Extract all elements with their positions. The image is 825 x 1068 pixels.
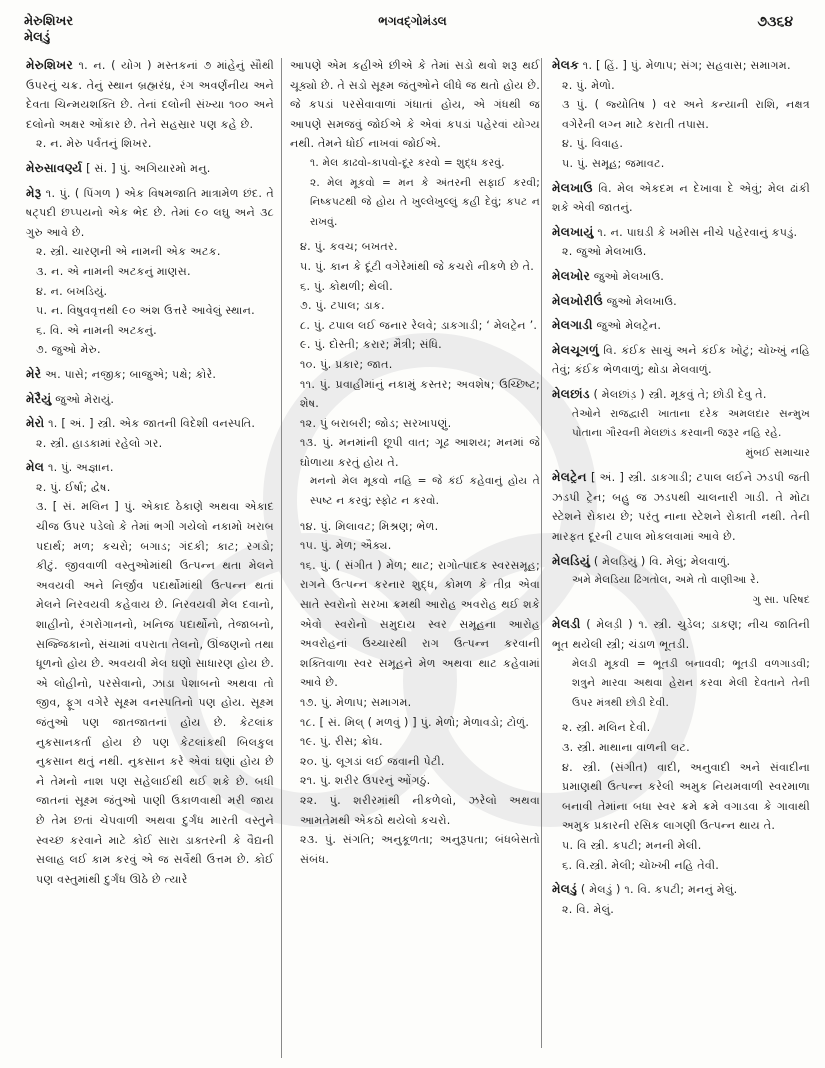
sub-sense: ૧૮. [ સં. મિલ્ ( મળવું ) ] પું. મેળો; મેળાવડો; ટોળું. — [300, 715, 530, 729]
usage-example: તેઓને રાજદ્વારી ખાતાના દરેક અમલદાર સન્મુખ પોતાના ગૌરવની મેલછાંડ કરવાની જરૂર નહિ રહે. — [572, 407, 810, 440]
sub-sense: ૨૦. પું. લૂગડાં લઈ જવાની પેટી. — [300, 754, 445, 768]
definition-text: ૧. [ અં. ] સ્ત્રી. એક જાતની વિદેશી વનસ્પતિ. — [48, 417, 256, 431]
usage-example: મનનો મેલ મૂકવો નહિ = જે કંઈ કહેવાનું હોય તે સ્પષ્ટ ન કરવું; સ્ફોટ ન કરવો. — [310, 475, 540, 508]
definition-text: જુઓ મેલટ્રેન. — [596, 319, 662, 333]
dictionary-entry — [26, 159, 274, 179]
dictionary-entry — [552, 292, 810, 312]
citation-source: મુંબઈ સમાચાર — [745, 446, 810, 459]
headword: મેલ — [26, 460, 45, 475]
dictionary-entry — [26, 56, 274, 154]
entry-definition — [552, 56, 810, 76]
sub-sense: ૨. સ્ત્રી. હાડકામાં રહેલો ગર. — [36, 436, 163, 450]
page-number: ૭૩૬૪ — [757, 14, 793, 30]
definition-text: વિ. મેલ એકદમ ન દેખાવા દે એવું; મેલ ઢાંકી શકે એવી જાતનું. — [552, 181, 810, 215]
sub-sense: ૨. જુઓ મેલખાઉ. — [562, 245, 647, 259]
entry-definition — [552, 880, 810, 900]
headword: મેલડું — [552, 882, 578, 897]
sub-sense: ૫. પું. કાન કે દૂંટી વગેરેમાંથી જે કચરો નીકળે છે તે. — [300, 259, 535, 273]
sub-sense: ૨૧. પું. શરીર ઉપરનું ઓંગઠું. — [300, 774, 431, 788]
sub-sense: ૨. સ્ત્રી. ચારણની એ નામની એક અટક. — [36, 245, 221, 259]
definition-text: ( મેલડ઼ું ) ૧. વિ. કપટી; મનનું મેલું. — [580, 883, 738, 897]
sub-sense: ૬. પું. કોથળી; થેલી. — [300, 279, 393, 293]
entry-definition — [552, 615, 810, 654]
definition-text: વિ. કંઈક સાચું અને કંઈક ખોટું; ચોખ્ખું નહિ તેવું; કંઈક ભેળવાળું; થોડા મેલવાળું. — [552, 343, 810, 377]
sub-sense: ૯. પું. દોસ્તી; કરાર; મૈત્રી; સંધિ. — [300, 338, 442, 352]
dictionary-entry — [552, 552, 810, 611]
headword: મેલક — [552, 58, 580, 72]
dictionary-entry — [290, 237, 540, 511]
sub-sense: ૩ પું. ( જ્યોતિષ ) વર અને કન્યાની રાશિ, નક્ષત્ર વગેરેની લગ્ન માટે કરાતી તપાસ. — [562, 98, 810, 131]
sub-sense: ૮. પું. ટપાલ લઈ જનાર રેલવે; ડાકગાડી; ‘ મેલટ્રેન ’. — [300, 318, 538, 332]
definition-text: જુઓ મેલખાઉ. — [606, 294, 677, 308]
column-2 — [290, 56, 540, 874]
sub-sense: ૬. વિ. એ નામની અટકનું. — [36, 323, 157, 337]
dictionary-entry — [552, 316, 810, 336]
headword: મેલડિયું — [552, 553, 591, 568]
dictionary-entry — [26, 365, 274, 385]
sub-sense: ૫. પું. સમૂહ; જમાવટ. — [562, 156, 665, 170]
entry-definition — [552, 552, 810, 572]
definition-text: ( મેલડ઼ી ) ૧. સ્ત્રી. ચુડેલ; ડાકણ; નીચ જાતિની ભૂત થયેલી સ્ત્રી; ચંડાળ ભૂતડી. — [552, 618, 810, 652]
dictionary-entry — [552, 223, 810, 262]
citation-source: ગુ સા. પરિષદ — [752, 593, 810, 606]
headword: મેરુશિખર — [26, 58, 74, 72]
dictionary-entry — [552, 615, 810, 713]
sub-sense: ૭. જુઓ મેરુ. — [36, 343, 101, 357]
column-3 — [552, 56, 810, 924]
headword: મેરૈયું — [26, 391, 52, 406]
headword: મેલટ્રેન — [552, 470, 587, 485]
definition-text: [ અં. ] સ્ત્રી. ડાકગાડી; ટપાલ લઈને ઝડપી જતી ઝડપી ટ્રેન; બહુ જ ઝડપથી ચાલનારી ગાડી. તે મોટા સ્ટેશને રોકાય છે; પરંતુ નાના સ્ટેશને રોકાતી નથી. તેની મારફત દૂરની ટપાલ મોકલવામાં આવે છે. — [552, 471, 810, 544]
dictionary-entry — [552, 341, 810, 380]
entry-definition — [290, 56, 540, 154]
dictionary-entry — [552, 718, 810, 875]
book-title: ભગવદ્ગોમંડલ — [378, 14, 447, 28]
headword: મેલખોરીઉં — [552, 293, 603, 308]
headword: મેલખાઉ — [552, 180, 593, 195]
definition-text: ૧. [ હિં. ] પું. મેળાપ; સંગ; સહવાસ; સમાગમ. — [582, 59, 791, 72]
entry-definition — [26, 414, 274, 434]
headword: મેલખાયું — [552, 224, 594, 239]
definition-text: ( મેલછાંડ઼ ) સ્ત્રી. મૂકવું તે; છોડી દેવુ તે. — [593, 387, 767, 401]
headword: મેલખોર — [552, 268, 590, 283]
sub-sense: ૧૨. પું બરાબરી; જોડ; સરખાપણું. — [300, 416, 452, 430]
sub-sense: ૧૯. પું. રીસ; ક્રોધ. — [300, 735, 383, 749]
sub-sense: ૭. પું. ટપાલ; ડાક. — [300, 299, 385, 313]
entry-definition — [26, 159, 274, 179]
entry-definition — [552, 316, 810, 336]
entry-definition — [26, 390, 274, 410]
dictionary-entry — [26, 390, 274, 410]
entry-definition — [552, 223, 810, 243]
sub-sense: ૩. [ સં. મલિન ] પું. એકાદ ઠેકાણે અથવા એકાદ ચીજ ઉપર પડેલો કે તેમાં ભગી ગયેલો નકામો ખરાબ પદાર્થ; મળ; કચરો; બગાડ; ગંદકી; કાટ; રગડો; કીટું. જીવવાળી વસ્તુઓમાંથી ઉત્પન્ન થતા મેલને અવયવી અને નિર્જીવ પદાર્થોમાંથી ઉત્પન્ન થતાં મેલને નિરવયવી કહેવાય છે. નિરવયવી મેલ દવાનો, શાહીનો, રંગરોગાનનો, ખનિજ પદાર્થોનો, તેજાબનો, સજ્જિકાનો, સંચામાં વપરાતા તેલનો, ઊંજણનો તથા ધૂળનો હોય છે. અવયવી મેલ ઘણો સાધારણ હોય છે. એ લોહીનો, પરસેવાનો, ઝાડા પેશાબનો અથવા તો જીવ, ફૂગ વગેરે સૂક્ષ્મ વનસ્પતિનો પણ હોય. સૂક્ષ્મ જંતુઓ પણ જાતજાતનાં હોય છે. કેટલાંક નુકસાનકર્તા હોય છે પણ કેટલાંકથી બિલકુલ નુકસાન થતું નથી. નુકસાન કરે એવાં ઘણાં હોય છે ને તેમનો નાશ પણ સહેલાઈથી થઈ શકે છે. બધી જાતનાં સૂક્ષ્મ જંતુઓ પાણી ઉકાળવાથી મરી જાય છે તેમ છતાં ચેપવાળી અથવા દુર્ગંધ મારતી વસ્તુને સ્વચ્છ કરવાને માટે કોઈ સારા ડાક્તરની કે વૈદ્યની સલાહ લઈ કામ કરવું એ જ સર્વેથી ઉત્તમ છે. કોઈ પણ વસ્તુમાંથી દુર્ગંધ ઊઠે છે ત્યારે — [36, 500, 274, 886]
entry-definition — [26, 458, 274, 478]
entry-definition — [552, 292, 810, 312]
entry-definition — [552, 341, 810, 380]
headword: મેરો — [26, 416, 45, 431]
dictionary-entry — [26, 458, 274, 889]
definition-text: ( મેલડ઼િયું ) વિ. મેલું; મેલવાળું. — [593, 554, 731, 568]
definition-text: જુઓ મેલખાઉ. — [593, 269, 665, 283]
guide-word-last: મેલડું — [24, 30, 51, 45]
entry-definition — [26, 365, 274, 385]
sub-sense: ૧૬. પું. ( સંગીત ) મેળ; થાટ; રાગોત્પાદક સ્વરસમૂહ; રાગને ઉત્પન્ન કરનાર શુદ્ધ, કોમળ કે તીવ્ર એવા સાતે સ્વરોનો સરખા ક્રમથી આરોહ અવરોહ થઈ શકે એવો સ્વરોનો સમુદાય સ્વર સમૂહના આરોહ અવરોહનાં ઉચ્ચારથી રાગ ઉત્પન્ન કરવાની શક્તિવાળા સ્વર સમૂહને મેળ અથવા થાટ કહેવામાં આવે છે. — [300, 558, 540, 690]
sub-sense: ૨. પું. ઈર્ષા; દ્વેષ. — [36, 480, 111, 494]
headword: મેરુસાવર્ણ્ય — [26, 160, 83, 175]
entry-definition — [552, 267, 810, 287]
usage-example: ૧. મેલ કાઢવો-કાપવો-દૂર કરવો = શુદ્ધ કરવું. — [310, 156, 505, 169]
sub-sense: ૧૫. પું. મેળ; ઐક્ય. — [300, 539, 392, 553]
definition-text: ૧. ન. ( યોગ ) મસ્તકનાં ૭ માંહેનું સૌથી ઉપરનું ચક્ર. તેનું સ્થાન બ્રહ્મરંધ્ર, રંગ અવર્ણનીય અને દેવતા ચિન્મયશક્તિ છે. તેનાં દલોની સંખ્યા ૧૦૦ અને દલોનો અક્ષર ઓંકાર છે. તેને સહસ્રાર પણ કહે છે. — [26, 59, 274, 131]
definition-text: [ સં. ] પું. અગિયારમો મનુ. — [86, 161, 211, 175]
sub-sense: ૧૪. પું. મિલાવટ; મિશ્રણ; ભેળ. — [300, 519, 439, 533]
entry-definition — [26, 56, 274, 134]
sub-sense: ૪. ન. બખડિયું. — [36, 284, 108, 298]
sub-sense: ૨. સ્ત્રી. મલિન દેવી. — [562, 721, 651, 735]
definition-text: જુઓ મેરાયું. — [55, 392, 115, 406]
definition-text: ૧. ન. પાઘડી કે ખમીસ નીચે પહેરવાનું કપડું. — [597, 225, 798, 239]
headword: મેલડી — [552, 617, 581, 632]
sub-sense: ૪. પું. વિવાહ. — [562, 137, 624, 151]
usage-example: મેલડી મૂકવી = ભૂતડી બનાવવી; ભૂતડી વળગાડવી; શત્રુને મારવા અથવા હેરાન કરવા મેલી દેવતાને તેની ઉપર મંત્રથી છોડી દેવી. — [572, 657, 810, 709]
guide-word-first: મેરુશિખર — [24, 14, 74, 29]
sub-sense: ૨૨. પું. શરીરમાંથી નીકળેલો, ઝરેલો અથવા આમતેમથી એકઠો થયેલો કચરો. — [300, 793, 540, 827]
sub-sense: ૧૭. પું. મેળાપ; સમાગમ. — [300, 696, 412, 709]
page-header — [0, 6, 825, 50]
headword: મેલચૂગળું — [552, 342, 599, 357]
sub-sense: ૫. ન. વિષુવવૃત્તથી ૯૦ અંશ ઉત્તરે આવેલું સ્થાન. — [36, 304, 255, 318]
entry-definition — [26, 184, 274, 243]
dictionary-entry — [552, 468, 810, 546]
sub-sense: ૨૩. પું. સંગતિ; અનુકૂળતા; અનુરૂપતા; બંધબેસતો સંબંધ. — [300, 833, 540, 866]
dictionary-entry — [290, 517, 540, 870]
usage-example: ૨. મેલ મૂકવો = મન કે અંતરની સફાઈ કરવી; નિષ્કપટથી જે હોય તે ખુલ્લેખુલ્લું કહી દેવું; કપટ ન રાખવું. — [310, 176, 540, 228]
sub-sense: ૨. વિ. મેલું. — [562, 902, 615, 916]
entry-definition — [552, 179, 810, 218]
sub-sense: ૬. વિ.સ્ત્રી. મેલી; ચોખ્ખી નહિ તેવી. — [562, 858, 720, 872]
column-1 — [26, 56, 274, 894]
sub-sense: ૫. વિ સ્ત્રી. કપટી; મનની મેલી. — [562, 838, 702, 852]
entry-definition — [552, 468, 810, 546]
headword: મેરે — [26, 366, 42, 381]
sub-sense: ૩. સ્ત્રી. માથાના વાળની લટ. — [562, 741, 690, 754]
sub-sense: ૧૩. પું. મનમાંની છૂપી વાત; ગૂઢ આશય; મનમાં જે ઘોળાયા કરતું હોય તે. — [300, 436, 540, 469]
sub-sense: ૨. ન. મેરુ પર્વતનું શિખર. — [36, 137, 152, 151]
entry-definition — [552, 385, 810, 405]
sub-sense: ૩. ન. એ નામની અટકનું માણસ. — [36, 264, 191, 278]
headword: મેરૂ — [26, 185, 42, 200]
definition-text: અ. પાસે; નજીક; બાજુએ; પક્ષે; કોરે. — [45, 367, 217, 381]
definition-text: ૧. પું. અજ્ઞાન. — [47, 461, 114, 475]
dictionary-entry — [290, 56, 540, 232]
sub-sense: ૧૦. પું. પ્રકાર; જાત. — [300, 357, 393, 371]
column-divider — [541, 58, 542, 1048]
headword: મેલછાંડ — [552, 386, 590, 401]
dictionary-entry — [26, 414, 274, 453]
usage-example: અમે મેલડિયા ઢિંગતોલ, અમે તો વાણીઆ રે. — [572, 574, 760, 587]
dictionary-entry — [552, 179, 810, 218]
headword: મેલગાડી — [552, 318, 593, 333]
dictionary-entry — [552, 267, 810, 287]
dictionary-entry — [552, 385, 810, 463]
sub-sense: ૨. પું. મેળો. — [562, 78, 615, 92]
sub-sense: ૪. પું. કવચ; બખતર. — [300, 240, 398, 254]
dictionary-entry — [26, 184, 274, 360]
column-divider — [281, 58, 282, 1058]
dictionary-entry — [552, 56, 810, 174]
sub-sense: ૪. સ્ત્રી. (સંગીત) વાદી, અનુવાદી અને સંવાદીના પ્રમાણથી ઉત્પન્ન કરેલી અમુક નિયમવાળી સ્વરમાળા બનાવી તેમાંના બધા સ્વર ક્રમે ક્રમે વગાડવા કે ગાવાથી અમુક પ્રકારની રસિક લાગણી ઉત્પન્ન થાય તે. — [562, 760, 810, 833]
definition-text: આપણે એમ કહીએ છીએ કે તેમાં સડો થવો શરૂ થઈ ચૂક્યો છે. તે સડો સૂક્ષ્મ જંતુઓને લીધે જ થતો હોય છે. જે કપડાં પરસેવાવાળાં ગંધાતાં હોય, એ ગંધથી જ આપણે સમજવું જોઈએ કે એવાં કપડાં પહેરવાં યોગ્ય નથી. તેમને ધોઈ નાખવાં જોઈએ. — [290, 59, 540, 151]
dictionary-entry — [552, 880, 810, 919]
definition-text: ૧. પું. ( પિંગળ ) એક વિષમજાતિ માત્રામેળ છંદ. તે ષટ્પદી છપ્પયનો એક ભેદ છે. તેમાં ૯૦ લઘુ અને ૩૮ ગુરુ આવે છે. — [26, 186, 274, 239]
sub-sense: ૧૧. પું. પ્રવાહીમાંનું નકામું કસ્તર; અવશેષ; ઉચ્છિષ્ટ; શેષ. — [300, 377, 540, 411]
